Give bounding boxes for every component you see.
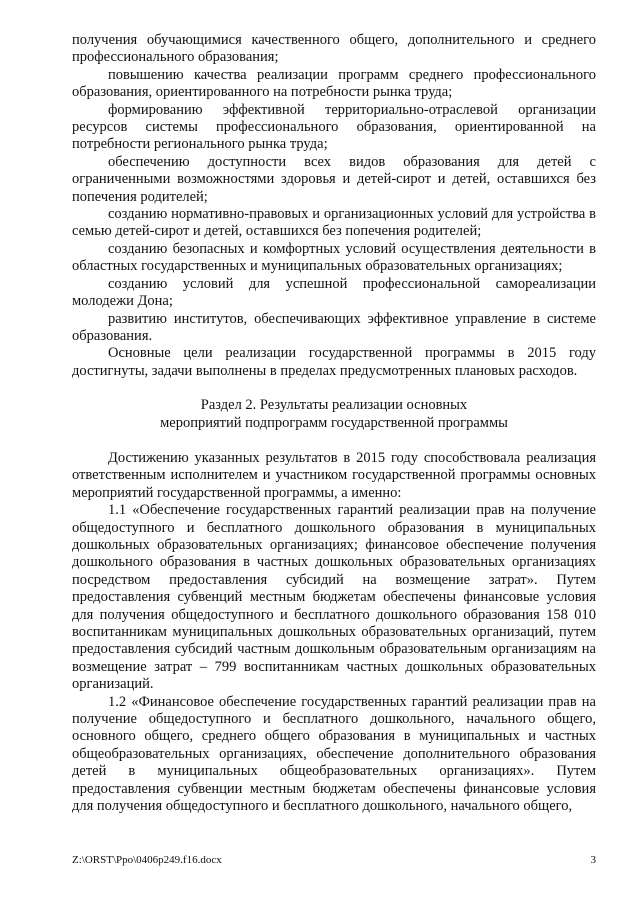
paragraph: созданию нормативно-правовых и организационных условий для устройства в семью детей-сирот и детей, оставшихся без попечения родителей; (72, 206, 596, 240)
paragraph: формированию эффективной территориально-отраслевой организации ресурсов системы профессионального образования, ориентированной на потребности регионального рынка труда; (72, 101, 596, 153)
paragraph: Основные цели реализации государственной программы в 2015 году достигнуты, задачи выполнены в пределах предусмотренных плановых расходов. (72, 345, 596, 379)
file-path: Z:\ORST\Ppo\0406p249.f16.docx (72, 854, 222, 866)
paragraph: обеспечению доступности всех видов образования для детей с ограниченными возможностями здоровья и детей-сирот и детей, оставшихся без попечения родителей; (72, 153, 596, 205)
paragraph: созданию безопасных и комфортных условий осуществления деятельности в областных государственных и муниципальных образовательных организациях; (72, 240, 596, 275)
paragraph: 1.2 «Финансовое обеспечение государственных гарантий реализации прав на получение общедоступного и бесплатного дошкольного, начального общего, основного общего, среднего общего образования в муниципальных и частных общеобразовательных организациях, обеспечение дополнительного образования детей в муниципальных общеобразовательных организациях». Путем предоставления субвенции местным бюджетам обеспечены финансовые условия для получения общедоступного и бесплатного дошкольного, начального общего, (72, 693, 596, 815)
section-heading (72, 397, 596, 432)
section-heading-line: мероприятий подпрограмм государственной программы (160, 414, 508, 431)
page-number: 3 (590, 854, 596, 866)
document-body (72, 32, 596, 815)
paragraph: развитию институтов, обеспечивающих эффективное управление в системе образования. (72, 310, 596, 344)
paragraph: Достижению указанных результатов в 2015 году способствовала реализация ответственным исполнителем и участником государственной программы основных мероприятий государственной программы, а именно: (72, 449, 596, 501)
paragraph: повышению качества реализации программ среднего профессионального образования, ориентированного на потребности рынка труда; (72, 66, 596, 101)
paragraph: созданию условий для успешной профессиональной самореализации молодежи Дона; (72, 275, 596, 310)
paragraph: 1.1 «Обеспечение государственных гарантий реализации прав на получение общедоступного и бесплатного дошкольного образования в муниципальных дошкольных образовательных организациях; финансовое обеспечение получения дошкольного образования в частных дошкольных образовательных организациях посредством предоставления субсидий на возмещение затрат». Путем предоставления субвенций местным бюджетам обеспечены финансовые условия для получения общедоступного и бесплатного дошкольного образования 158 010 воспитанникам муниципальных дошкольных образовательных организаций, путем предоставления субсидий частным дошкольным образовательным организациям на возмещение затрат – 799 воспитанникам частных дошкольных образовательных организаций. (72, 502, 596, 693)
paragraph: получения обучающимися качественного общего, дополнительного и среднего профессионального образования; (72, 32, 596, 66)
section-heading-line: Раздел 2. Результаты реализации основных (200, 397, 468, 414)
